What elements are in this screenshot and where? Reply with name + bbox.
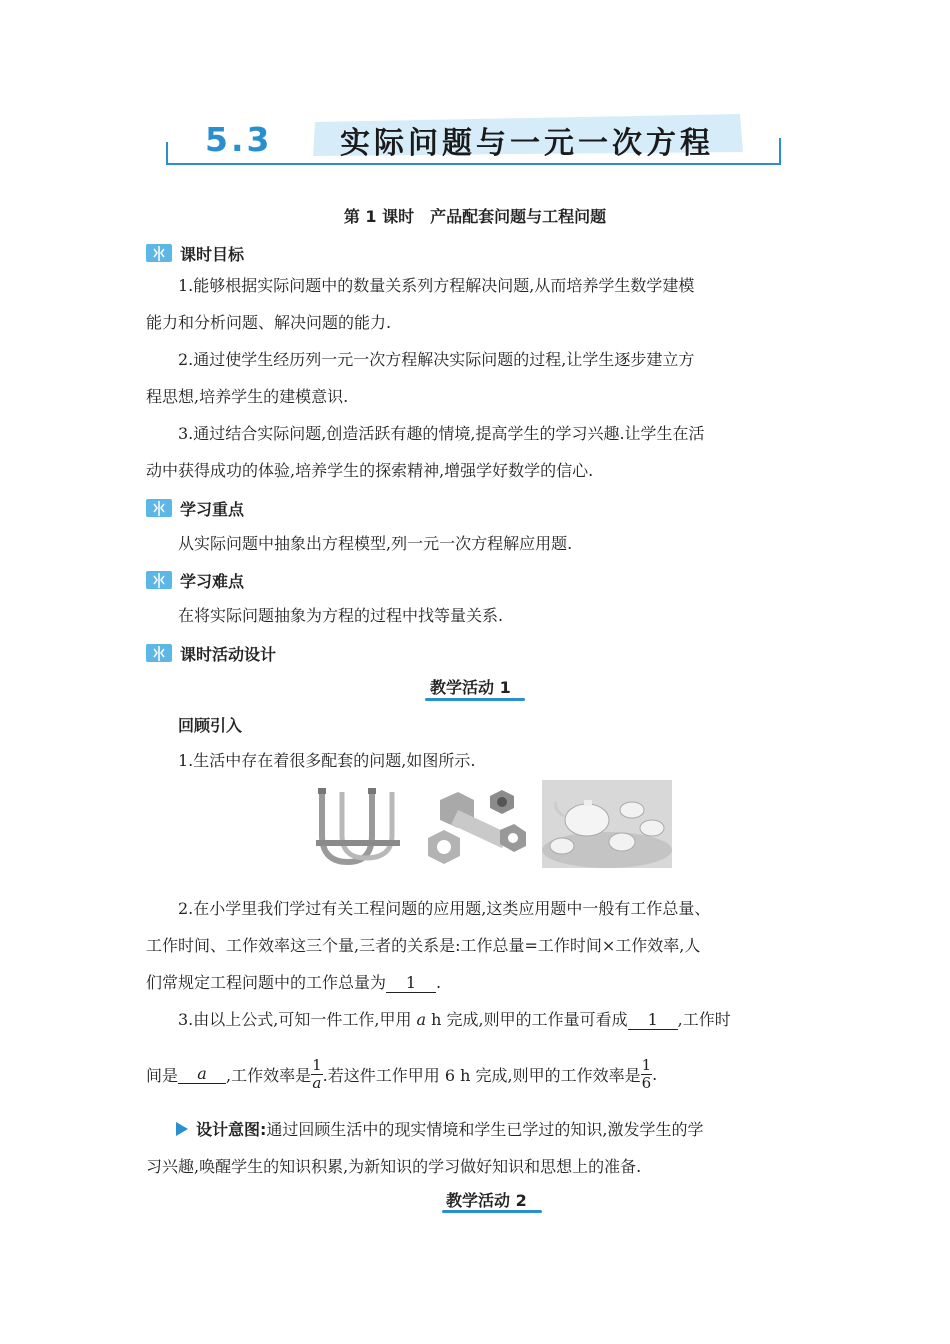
p3-text-e: ,工作效率是 (226, 1065, 312, 1085)
activity-1-label: 教学活动 1 (430, 678, 511, 697)
fraction-1-over-a (311, 1057, 323, 1092)
p3-text-g: . (652, 1064, 658, 1084)
u-bolt-image (310, 780, 405, 870)
p3-text-c: ,工作时 (677, 1010, 731, 1029)
section-key-title: 学习重点 (180, 499, 245, 519)
p2-line3-end: . (436, 973, 442, 992)
answer-blank-time: a (178, 1064, 226, 1084)
goal-1-line2: 能力和分析问题、解决问题的能力. (146, 313, 392, 332)
frac2-den: 6 (641, 1073, 652, 1092)
design-intent-line1 (176, 1117, 704, 1140)
section-key-heading (146, 495, 244, 521)
goal-3 (146, 415, 810, 489)
tea-set-image (542, 780, 672, 868)
book-icon (146, 642, 172, 664)
fraction-1-over-6 (641, 1057, 653, 1092)
book-icon (146, 569, 172, 591)
activity-2-underline (442, 1210, 542, 1213)
answer-blank-total-work: 1 (386, 973, 436, 993)
lesson-title: 第 1 课时 产品配套问题与工程问题 (343, 207, 607, 226)
activity-1-subtitle: 回顾引入 (178, 716, 243, 735)
answer-blank-workload: 1 (628, 1010, 678, 1030)
activity-1-p1: 1.生活中存在着很多配套的问题,如图所示. (178, 751, 476, 770)
p3-var-a: a (416, 1010, 427, 1029)
difficult-text: 在将实际问题抽象为方程的过程中找等量关系. (178, 606, 504, 625)
section-goals-heading (146, 240, 244, 266)
book-icon (146, 497, 172, 519)
activity-1-p2-line3 (146, 970, 441, 993)
activity-1-underline (425, 698, 525, 701)
bolt-nut-image (418, 780, 530, 870)
frac1-den: a (312, 1073, 322, 1092)
triangle-bullet-icon (176, 1122, 188, 1136)
section-design-heading (146, 640, 276, 666)
chapter-title: 实际问题与一元一次方程 (340, 126, 714, 161)
section-design-title: 课时活动设计 (180, 644, 277, 664)
p3-text-f: .若这件工作甲用 6 h 完成,则甲的工作效率是 (322, 1065, 641, 1085)
activity-1-p2-line2: 工作时间、工作效率这三个量,三者的关系是:工作总量=工作时间×工作效率,人 (146, 936, 701, 955)
activity-1-p2-line1: 2.在小学里我们学过有关工程问题的应用题,这类应用题中一般有工作总量、 (178, 899, 711, 918)
goal-2-line1: 2.通过使学生经历列一元一次方程解决实际问题的过程,让学生逐步建立方 (178, 350, 695, 369)
p2-line3-text: 们常规定工程问题中的工作总量为 (146, 973, 387, 992)
goal-1 (146, 267, 810, 341)
frac1-num: 1 (312, 1055, 322, 1074)
section-difficult-heading (146, 567, 244, 593)
chapter-number: 5.3 (205, 120, 273, 159)
activity-1-p3-line1 (178, 1007, 731, 1030)
design-intent-text1: 通过回顾生活中的现实情境和学生已学过的知识,激发学生的学 (266, 1120, 704, 1139)
activity-1-p3-line2 (146, 1054, 657, 1094)
goal-1-line1: 1.能够根据实际问题中的数量关系列方程解决问题,从而培养学生数学建模 (178, 276, 695, 295)
goal-2-line2: 程思想,培养学生的建模意识. (146, 387, 349, 406)
section-difficult-title: 学习难点 (180, 571, 245, 591)
book-icon (146, 242, 172, 264)
frac2-num: 1 (641, 1055, 652, 1074)
activity-2-label: 教学活动 2 (446, 1191, 527, 1210)
goal-2 (146, 341, 810, 415)
design-intent-line2: 习兴趣,唤醒学生的知识积累,为新知识的学习做好知识和思想上的准备. (146, 1157, 642, 1176)
p3-text-d: 间是 (146, 1065, 179, 1085)
goal-3-line2: 动中获得成功的体验,培养学生的探索精神,增强学好数学的信心. (146, 461, 594, 480)
design-intent-label: 设计意图: (196, 1120, 267, 1139)
key-text: 从实际问题中抽象出方程模型,列一元一次方程解应用题. (178, 534, 573, 553)
section-goals-title: 课时目标 (180, 244, 245, 264)
goal-3-line1: 3.通过结合实际问题,创造活跃有趣的情境,提高学生的学习兴趣.让学生在活 (178, 424, 705, 443)
p3-text-a: 3.由以上公式,可知一件工作,甲用 (178, 1010, 417, 1029)
p3-text-b: h 完成,则甲的工作量可看成 (426, 1010, 628, 1029)
